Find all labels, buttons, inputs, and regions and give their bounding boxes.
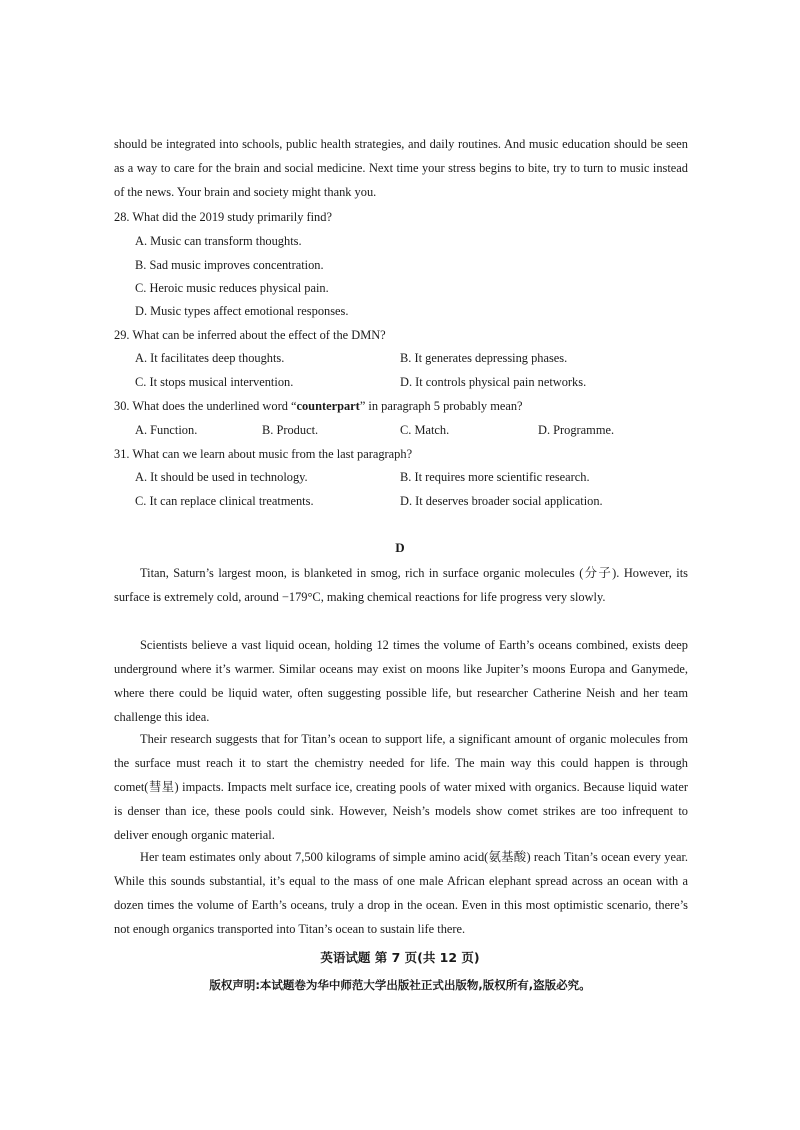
- passage-d-paragraph-4: Her team estimates only about 7,500 kilograms of simple amino acid(氨基酸) reach Titan’s ocean every year. While this sounds substantial, it’s equal to the mass of one male African elephant spread across an ocean with a dozen times the volume of Earth’s oceans, truly a drop in the ocean. Even in this most optimistic scenario, there’s not enough organics transported into Titan’s ocean to sustain life there.: [114, 850, 688, 936]
- passage-d-paragraph-2: Scientists believe a vast liquid ocean, holding 12 times the volume of Earth’s oceans combined, exists deep underground where it’s warmer. Similar oceans may exist on moons like Jupiter’s moons Europa and Ganymede, where there could be liquid water, often suggesting possible life, but researcher Catherine Neish and her team challenge this idea.: [114, 638, 688, 724]
- question-31-option-b: B. It requires more scientific research.: [400, 470, 590, 484]
- question-31-option-c: C. It can replace clinical treatments.: [135, 494, 314, 508]
- question-28-option-a: A. Music can transform thoughts.: [135, 234, 302, 248]
- passage-d-paragraph-1: Titan, Saturn’s largest moon, is blanketed in smog, rich in surface organic molecules (分子). However, its surface is extremely cold, around −179°C, making chemical reactions for life progress very slowly.: [114, 566, 688, 604]
- question-30-stem-suffix: ” in paragraph 5 probably mean?: [359, 399, 523, 413]
- question-29-option-b: B. It generates depressing phases.: [400, 351, 568, 365]
- question-30-option-c: C. Match.: [400, 423, 450, 437]
- question-30-keyword: counterpart: [296, 399, 360, 413]
- intro-paragraph: should be integrated into schools, public health strategies, and daily routines. And music education should be seen as a way to care for the brain and social medicine. Next time your stress begins to bite, try to turn to music instead of the news. Your brain and society might thank you.: [114, 137, 688, 199]
- question-31-option-a: A. It should be used in technology.: [135, 470, 308, 484]
- question-31-option-d: D. It deserves broader social application.: [400, 494, 603, 508]
- question-29-stem: 29. What can be inferred about the effect of the DMN?: [114, 328, 386, 342]
- copyright-notice: 版权声明:本试题卷为华中师范大学出版社正式出版物,版权所有,盗版必究。: [209, 978, 591, 992]
- question-30-option-d: D. Programme.: [538, 423, 615, 437]
- question-28-option-c: C. Heroic music reduces physical pain.: [135, 281, 329, 295]
- question-28-stem: 28. What did the 2019 study primarily find?: [114, 210, 332, 224]
- question-30-option-a: A. Function.: [135, 423, 198, 437]
- question-30-stem: [114, 395, 688, 417]
- question-29-option-c: C. It stops musical intervention.: [135, 375, 294, 389]
- question-28-option-d: D. Music types affect emotional responses.: [135, 304, 349, 318]
- question-30-stem-prefix: 30. What does the underlined word “: [114, 399, 297, 413]
- passage-d-paragraph-3: Their research suggests that for Titan’s ocean to support life, a significant amount of organic molecules from the surface must reach it to start the chemistry needed for life. The main way this could happen is through comet(彗星) impacts. Impacts melt surface ice, creating pools of water mixed with organics. Because liquid water is denser than ice, these pools could sink. However, Neish’s models show comet strikes are too infrequent to deliver enough organic material.: [114, 732, 688, 842]
- question-31-stem: 31. What can we learn about music from the last paragraph?: [114, 447, 413, 461]
- question-30-option-b: B. Product.: [262, 423, 319, 437]
- question-29-option-a: A. It facilitates deep thoughts.: [135, 351, 285, 365]
- section-d-heading: D: [395, 540, 405, 555]
- page-number-footer: 英语试题 第 7 页(共 12 页): [320, 950, 480, 965]
- question-29-option-d: D. It controls physical pain networks.: [400, 375, 587, 389]
- question-28-option-b: B. Sad music improves concentration.: [135, 258, 324, 272]
